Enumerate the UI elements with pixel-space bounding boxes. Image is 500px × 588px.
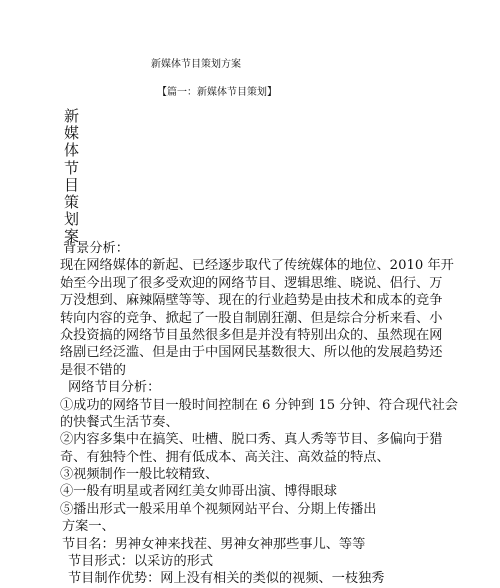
list-item: ②内容多集中在搞笑、吐槽、脱口秀、真人秀等节目、多偏向于猎 <box>60 432 443 448</box>
plan-heading: 方案一、 <box>62 519 115 535</box>
paragraph-line: 众投资搞的网络节目虽然很多但是并没有特别出众的、虽然现在网 <box>60 327 443 343</box>
vertical-title-char: 策 <box>64 193 80 212</box>
document-title: 新媒体节目策划方案 <box>151 59 241 70</box>
background-heading: 背景分析： <box>63 241 129 256</box>
list-item: ④一般有明星或者网红美女帅哥出演、博得眼球 <box>60 484 337 500</box>
vertical-title-char: 目 <box>64 175 80 194</box>
list-item: ③视频制作一般比较精致、 <box>60 467 219 483</box>
plan-line: 节目名：男神女神来找茬、男神女神那些事儿、等等 <box>62 536 366 552</box>
paragraph-line: 始至今出现了很多受欢迎的网络节目、逻辑思维、晓说、侣行、万 <box>60 275 443 291</box>
analysis-heading: 网络节目分析： <box>68 380 161 396</box>
document-body <box>60 240 458 588</box>
plan-line: 节目形式：以采访的形式 <box>68 554 214 570</box>
paragraph-line: 络剧已经泛滥、但是由于中国网民基数很大、所以他的发展趋势还 <box>60 345 443 361</box>
plan-line: 节目制作优势：网上没有相关的类似的视频、一枝独秀 <box>68 571 385 587</box>
paragraph-line: 现在网络媒体的新起、已经逐步取代了传统媒体的地位、2010 年开 <box>60 258 454 274</box>
paragraph-line: 万没想到、麻辣隔壁等等、现在的行业趋势是由技术和成本的竞争 <box>60 293 443 309</box>
list-item-continuation: 的快餐式生活节奏、 <box>60 414 179 430</box>
vertical-title-char: 媒 <box>64 124 80 143</box>
vertical-title-char: 节 <box>64 158 80 177</box>
list-item: ①成功的网络节目一般时间控制在 6 分钟到 15 分钟、符合现代社会 <box>60 397 458 413</box>
vertical-title-char: 新 <box>64 107 80 125</box>
vertical-title-char: 案 <box>64 227 80 246</box>
vertical-title-char: 划 <box>64 210 80 229</box>
vertical-title-char: 体 <box>64 141 80 160</box>
paragraph-line: 是很不错的 <box>60 362 126 378</box>
paragraph-line: 转向内容的竞争、掀起了一股自制剧狂潮、但是综合分析来看、小 <box>60 310 443 326</box>
vertical-title <box>64 108 84 246</box>
section-tag: 【篇一：新媒体节目策划】 <box>157 87 277 98</box>
list-item: ⑤播出形式一般采用单个视频网站平台、分期上传播出 <box>60 501 377 517</box>
list-item-continuation: 奇、有独特个性、拥有低成本、高关注、高效益的特点、 <box>60 449 390 465</box>
